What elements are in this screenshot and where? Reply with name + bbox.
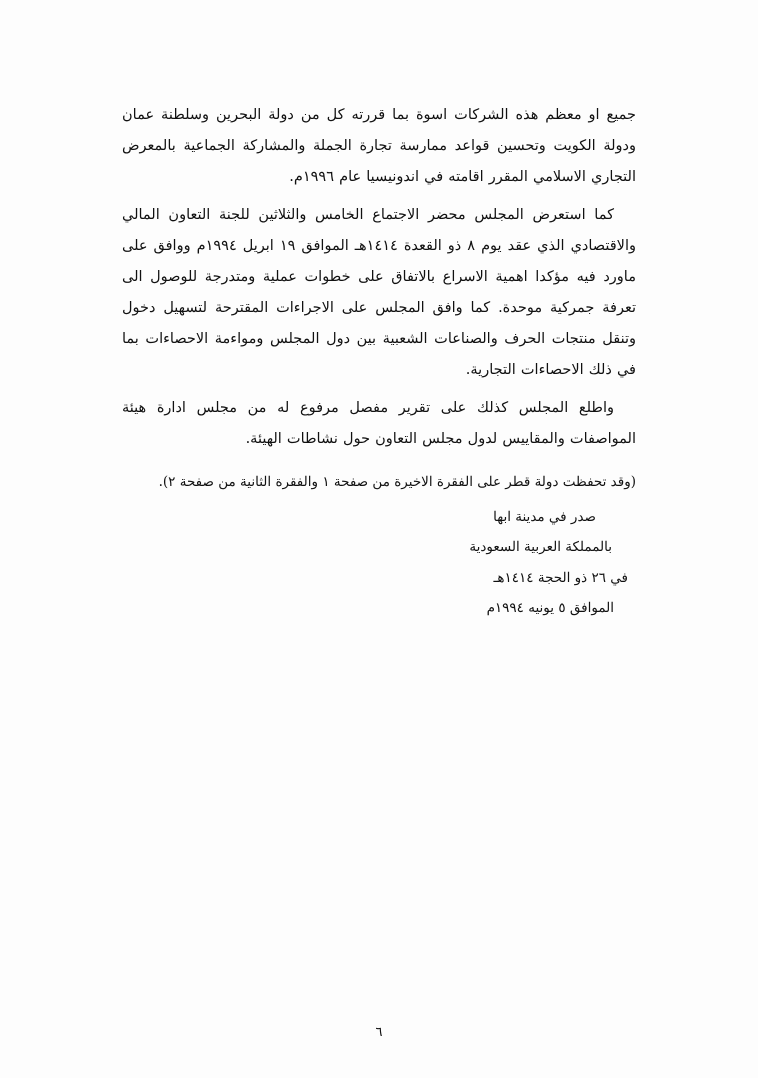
paragraph-3: واطلع المجلس كذلك على تقرير مفصل مرفوع له من مجلس ادارة هيئة المواصفات والمقاييس لدول مجلس التعاون حول نشاطات الهيئة. (122, 399, 636, 447)
page-number: ٦ (375, 1025, 383, 1040)
paragraph-2: كما استعرض المجلس محضر الاجتماع الخامس والثلاثين للجنة التعاون المالي والاقتصادي الذي عقد يوم ٨ ذو القعدة ١٤١٤هـ الموافق ١٩ ابريل ١٩٩٤م ووافق على ماورد فيه مؤكدا اهمية الاسراع بالاتفاق على خطوات عملية ومتدرجة للوصول الى تعرفة جمركية موحدة. كما وافق المجلس على الاجراءات المقترحة لتسهيل دخول وتنقل منتجات الحرف والصناعات الشعبية بين دول المجلس ومواءمة الاحصاءات بما في ذلك الاحصاءات التجارية. (122, 206, 636, 379)
signoff-line-place: صدر في مدينة ابها (493, 508, 596, 525)
signoff-line-hijri-date: في ٢٦ ذو الحجة ١٤١٤هـ (493, 569, 628, 586)
document-body (122, 100, 636, 623)
reservation-note: (وقد تحفظت دولة قطر على الفقرة الاخيرة من صفحة ١ والفقرة الثانية من صفحة ٢). (158, 473, 636, 490)
signoff-line-gregorian-date: الموافق ٥ يونيه ١٩٩٤م (486, 600, 614, 617)
paragraph-1: جميع او معظم هذه الشركات اسوة بما قررته كل من دولة البحرين وسلطنة عمان ودولة الكويت وتحسين قواعد ممارسة تجارة الجملة والمشاركة الجماعية بالمعرض التجاري الاسلامي المقرر اقامته في اندونيسيا عام ١٩٩٦م. (122, 107, 636, 186)
signoff-line-country: بالمملكة العربية السعودية (469, 539, 612, 556)
signoff-block (122, 502, 636, 624)
